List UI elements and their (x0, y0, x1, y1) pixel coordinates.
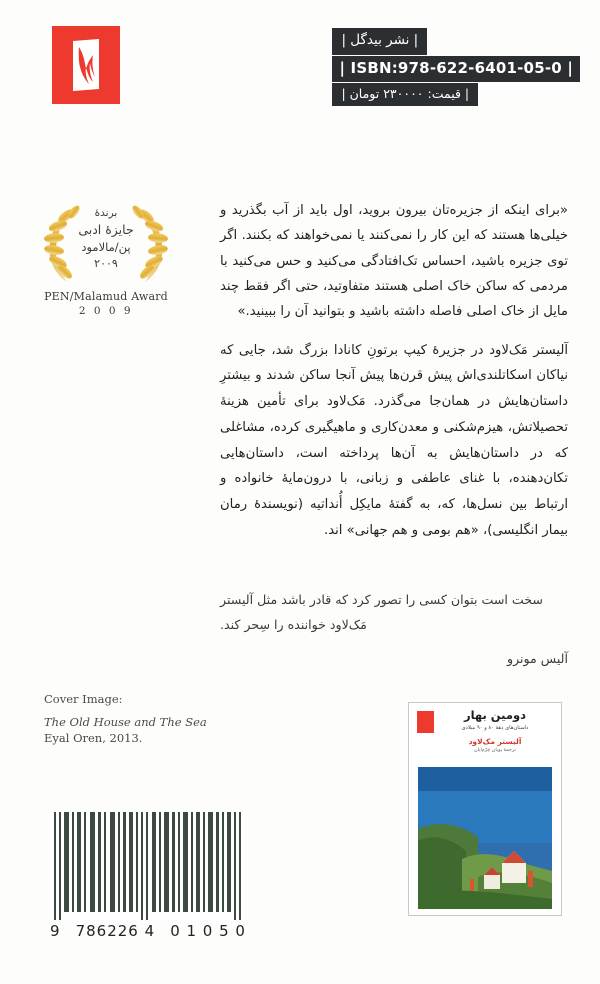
mini-cover-translator: ترجمهٔ پویان خِرّم‌ایان (474, 747, 516, 753)
credit-label: Cover Image: (44, 692, 123, 706)
credit-artwork-title: The Old House and The Sea (44, 715, 207, 729)
barcode-digits-right: 0 1 0 5 0 (170, 922, 246, 940)
bidgol-flame-logo (65, 37, 107, 93)
author-bio-paragraph: آلیستر مَک‌لاود در جزیرهٔ کیپ برتونِ کانادا بزرگ شد، جایی که نیاکان اسکاتلندی‌اش پیش قرن‌ها پیش آنجا ساکن شدند و بیشترِ داستان‌هایش در همان‌جا می‌گذرد. مَک‌لاود برای تأمین هزینهٔ تحصیلاتش، هیزم‌شکنی و معدن‌کاری و ماهیگیری کرده، مشاغلی که در داستان‌هایش به آن‌ها پرداخته است، داستان‌هایی تکان‌دهنده، با غنای عاطفی و زبانی، با درون‌مایهٔ خانواده و ارتباط بین نسل‌ها، که، به گفتهٔ مایکِل أُنداتیه (نویسندهٔ رمان بیمار انگلیسی)، «هم بومی و هم جهانی» اند. (220, 342, 568, 538)
award-line-4: ۲۰۰۹ (94, 257, 118, 271)
mini-book-cover (408, 702, 562, 916)
laurel-wreath-icon (36, 200, 176, 286)
award-line-1: برندهٔ (94, 207, 118, 219)
award-english-caption (36, 290, 176, 317)
award-name-en: PEN/Malamud Award (44, 290, 168, 303)
publisher-logo (52, 26, 120, 104)
mini-publisher-logo-icon (417, 711, 434, 733)
price-chip: | قیمت: ۲۳۰۰۰۰ تومان | (332, 83, 478, 107)
ean13-barcode-icon (50, 812, 246, 920)
award-line-2: جایزهٔ ادبی (78, 222, 134, 238)
award-seal (36, 200, 176, 317)
cover-image-credit (44, 692, 284, 745)
endorsement-block (220, 588, 568, 666)
mini-cover-title: دومین بهار (463, 708, 527, 722)
mini-cover-author: آلیستر مک‌لاود (468, 736, 522, 746)
endorsement-quote: سخت است بتوان کسی را تصور کرد که قادر باشد مثل آلیستر مَک‌لاود خواننده را سِحر کند. (220, 592, 543, 632)
mini-cover-artwork (418, 767, 552, 909)
blurb-block (220, 198, 568, 544)
award-line-3: پن/مالامود (81, 240, 131, 255)
mini-cover-subtitle: داستان‌های دههٔ ۸۰ و ۹۰ میلادی (461, 724, 529, 731)
top-bar (0, 0, 600, 120)
barcode-digits-mid: 786226 4 (75, 922, 156, 940)
barcode-digit-left: 9 (50, 922, 61, 940)
barcode-digits (50, 922, 246, 940)
isbn-chip: | ISBN:978-622-6401-05-0 | (332, 56, 580, 82)
credit-artist: Eyal Oren, 2013. (44, 731, 143, 745)
award-wreath-text (36, 206, 176, 272)
endorsement-attribution: آلیس مونرو (507, 651, 568, 667)
isbn-price-stack (332, 28, 580, 106)
barcode-block (50, 812, 246, 940)
publisher-name-chip: | نشر بیدگل | (332, 28, 427, 55)
award-year-en: 2 0 0 9 (78, 305, 134, 317)
opening-quote-paragraph: «برای اینکه از جزیره‌تان بیرون بروید، اول باید از آب بگذرید و خیلی‌ها هستند که این کار را نمی‌کنند یا نمی‌خواهند که بکنند. اگر توی جزیره باشید، احساس تک‌افتادگی می‌کنید و حس می‌کنید با مردمی که ساکن خاک اصلی هستند متفاوتید، حتی اگر فقط چند مایل از خاک اصلی فاصله داشته باشید و بتوانید آن را ببینید.» (220, 203, 568, 320)
mini-cover-header (409, 703, 561, 765)
